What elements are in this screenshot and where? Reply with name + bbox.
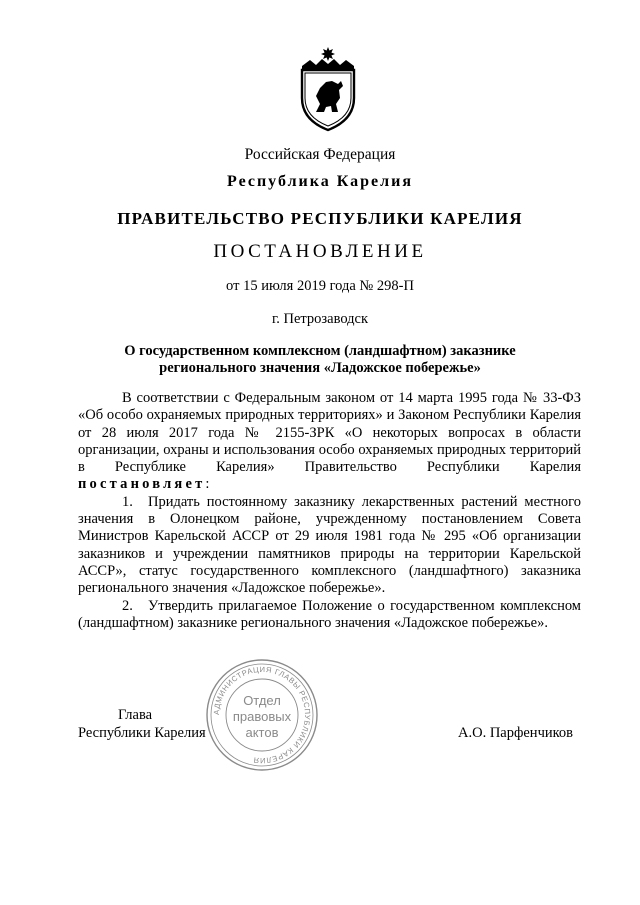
item-number: 1. (122, 493, 133, 510)
preamble-text: В соответствии с Федеральным законом от 14 марта 1995 года № 33-ФЗ «Об особо охраняемых природных территориях» и Законом Республики Карелия от 28 июля 2017 года № 2155-ЗРК «О некоторых вопросах в области организации, охраны и использования особо охраняемых природных территорий в Республике Карелия» Правительство Республики Карелия (78, 390, 581, 476)
document-city: г. Петрозаводск (271, 311, 369, 327)
country-name: Российская Федерация (244, 146, 396, 163)
stamp-line3: актов (245, 725, 279, 740)
stamp-line2: правовых (232, 709, 292, 724)
resolves-colon: : (205, 476, 210, 493)
document-title (0, 343, 640, 377)
document-date-number: от 15 июля 2019 года № 298-П (226, 278, 414, 294)
department-stamp (205, 658, 319, 772)
resolves-word: постановляет (78, 476, 206, 493)
signatory-name: А.О. Парфенчиков (458, 725, 574, 741)
stamp-line1: Отдел (243, 693, 281, 708)
government-name: ПРАВИТЕЛЬСТВО РЕСПУБЛИКИ КАРЕЛИЯ (117, 209, 523, 228)
title-line: регионального значения «Ладожское побережье» (159, 360, 481, 376)
document-type: ПОСТАНОВЛЕНИЕ (213, 241, 427, 262)
stamp-ring-text: АДМИНИСТРАЦИЯ ГЛАВЫ РЕСПУБЛИКИ КАРЕЛИЯ (211, 664, 313, 766)
signatory-title-line2: Республики Карелия (78, 725, 206, 741)
item-number: 2. (122, 597, 133, 614)
item-text: Утвердить прилагаемое Положение о государственном комплексном (ландшафтном) заказнике регионального значения «Ладожское побережье». (78, 597, 581, 631)
signatory-title-line1: Глава (118, 707, 153, 723)
republic-name: Республика Карелия (227, 173, 413, 190)
item-text: Придать постоянному заказнику лекарственных растений местного значения в Олонецком районе, учрежденному постановлением Совета Министров Карельской АССР от 29 июля 1981 года № 295 «Об организации заказников и учреждении памятников природы на территории Карельской АССР», статус государственного комплексного (ландшафтного) заказника регионального значения «Ладожское побережье». (78, 493, 581, 597)
document-body (78, 390, 581, 632)
list-item (78, 598, 581, 633)
coat-of-arms-emblem (296, 46, 360, 132)
preamble-paragraph (78, 390, 581, 494)
title-line: О государственном комплексном (ландшафтном) заказнике (124, 343, 516, 359)
list-item (78, 494, 581, 598)
